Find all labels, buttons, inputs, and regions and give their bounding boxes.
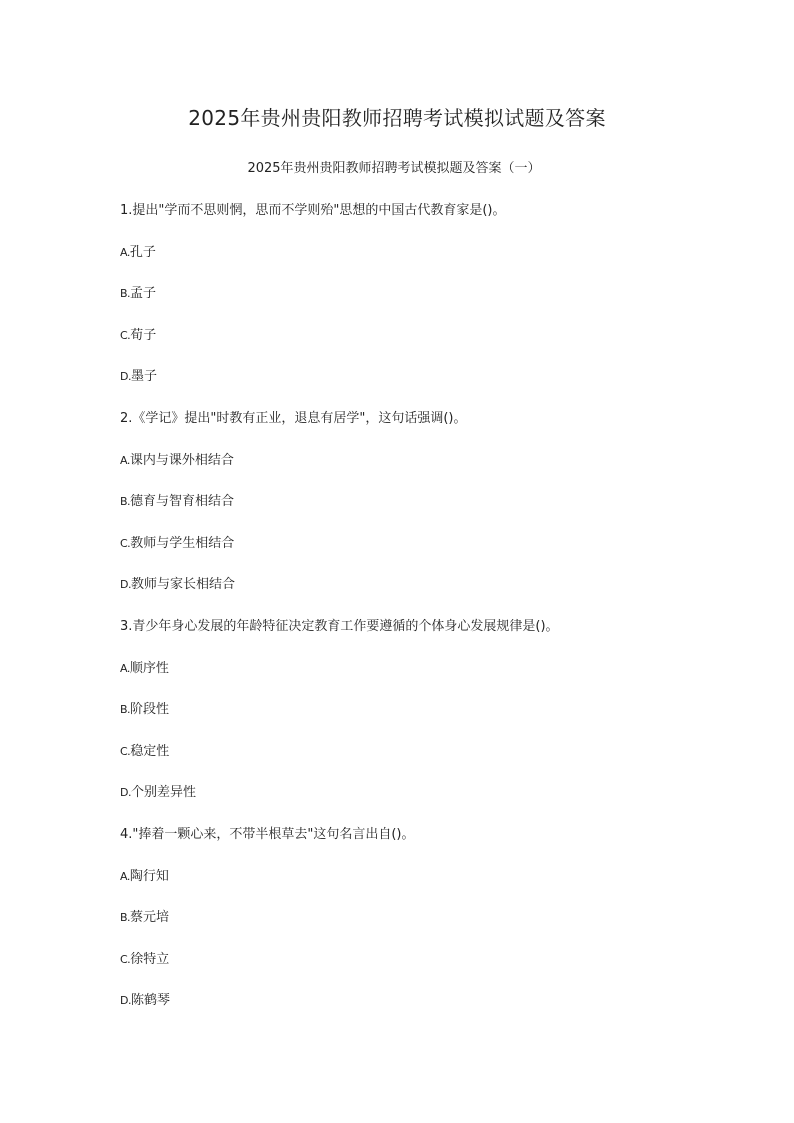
option-letter: C. <box>120 952 131 966</box>
option-text: 德育与智育相结合 <box>130 494 235 510</box>
question-stem: 3.青少年身心发展的年龄特征决定教育工作要遵循的个体身心发展规律是()。 <box>120 618 559 634</box>
question-list <box>120 202 720 1034</box>
answer-option <box>120 909 720 951</box>
answer-option <box>120 868 720 910</box>
option-text: 陈鹤琴 <box>130 993 170 1009</box>
option-text: 稳定性 <box>130 743 170 759</box>
option-text: 个别差异性 <box>130 785 196 801</box>
question-stem: 4."捧着一颗心来，不带半根草去"这句名言出自()。 <box>120 826 415 842</box>
option-letter: B. <box>120 911 131 925</box>
option-text: 顺序性 <box>129 660 169 676</box>
document-subtitle: 2025年贵州贵阳教师招聘考试模拟题及答案（一） <box>247 161 541 176</box>
answer-option <box>120 493 720 535</box>
option-letter: C. <box>120 744 131 758</box>
option-text: 徐特立 <box>130 951 170 967</box>
answer-option <box>120 992 720 1034</box>
option-text: 阶段性 <box>130 702 170 718</box>
answer-option <box>120 660 720 702</box>
answer-option <box>120 368 720 410</box>
answer-option <box>120 951 720 993</box>
option-text: 教师与学生相结合 <box>130 535 235 551</box>
answer-option <box>120 285 720 327</box>
option-text: 蔡元培 <box>130 910 170 926</box>
document-title: 2025年贵州贵阳教师招聘考试模拟试题及答案 <box>188 106 606 130</box>
answer-option <box>120 784 720 826</box>
option-letter: D. <box>120 578 131 592</box>
option-letter: C. <box>120 328 131 342</box>
option-letter: A. <box>120 453 130 467</box>
option-letter: D. <box>120 786 131 800</box>
option-letter: A. <box>120 245 130 259</box>
option-text: 陶行知 <box>129 868 169 884</box>
answer-option <box>120 535 720 577</box>
answer-option <box>120 701 720 743</box>
option-text: 荀子 <box>130 327 157 343</box>
option-letter: D. <box>120 994 131 1008</box>
option-text: 孟子 <box>130 286 157 302</box>
answer-option <box>120 576 720 618</box>
answer-option <box>120 452 720 494</box>
answer-option <box>120 244 720 286</box>
option-letter: A. <box>120 869 130 883</box>
option-text: 课内与课外相结合 <box>129 452 234 468</box>
option-letter: B. <box>120 287 131 301</box>
option-letter: C. <box>120 536 131 550</box>
option-text: 墨子 <box>130 369 157 385</box>
answer-option <box>120 743 720 785</box>
option-letter: B. <box>120 703 131 717</box>
option-letter: A. <box>120 661 130 675</box>
option-letter: D. <box>120 370 131 384</box>
question-stem: 2.《学记》提出"时教有正业，退息有居学"，这句话强调()。 <box>120 410 467 426</box>
answer-option <box>120 327 720 369</box>
option-letter: B. <box>120 495 131 509</box>
question-stem: 1.提出"学而不思则惘，思而不学则殆"思想的中国古代教育家是()。 <box>120 203 506 218</box>
option-text: 教师与家长相结合 <box>130 577 235 593</box>
option-text: 孔子 <box>129 244 156 260</box>
